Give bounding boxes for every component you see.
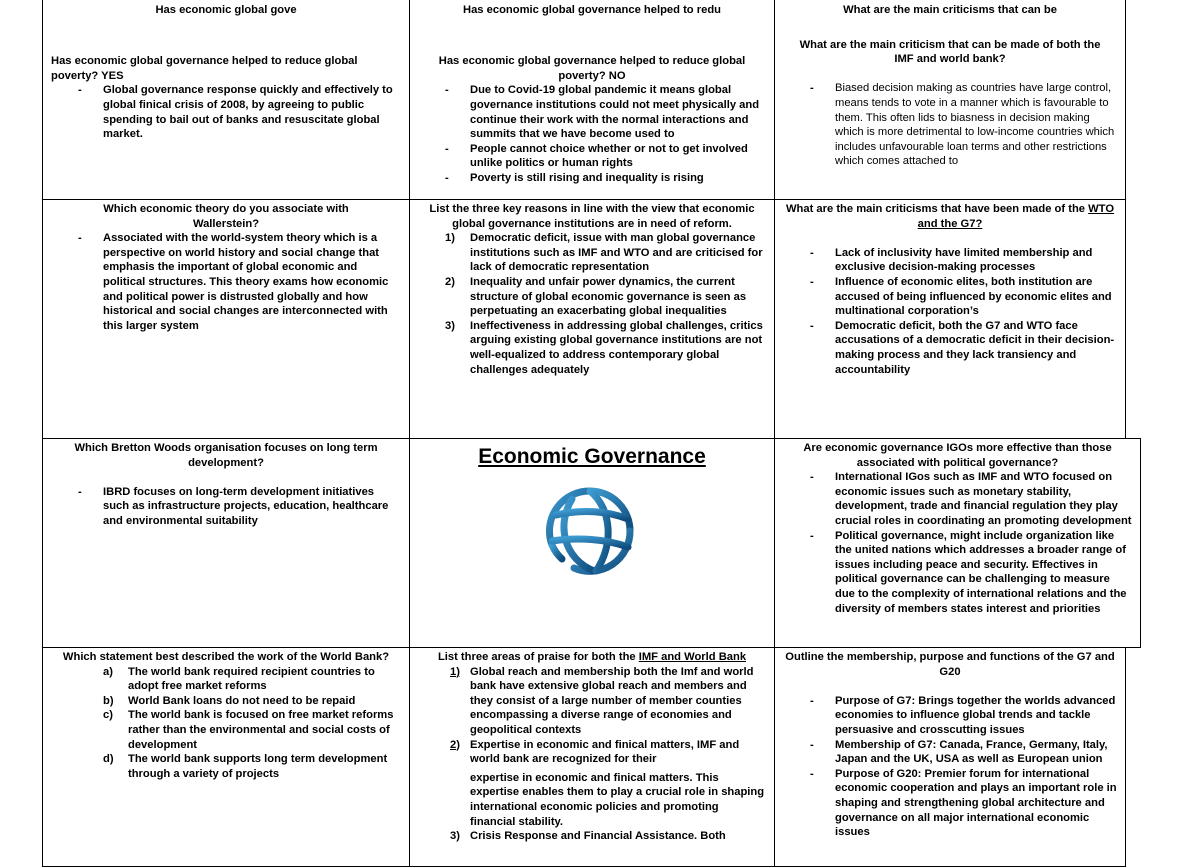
answer-list [783, 470, 1132, 616]
cell-wto-g7-criticism [774, 199, 1126, 439]
question-heading: List the three key reasons in line with the view that economic global governance institutions are in need of reform. [429, 203, 755, 230]
list-item: - IBRD focuses on long-term development initiatives such as infrastructure projects, education, healthcare and environmental suitability [78, 485, 389, 527]
list-item: - Purpose of G7: Brings together the worlds advanced economies to influence global trends and tackle persuasive and crosscutting issues [810, 694, 1116, 736]
list-item: - Democratic deficit, both the G7 and WTO face accusations of a democratic deficit in their decision-making process and they lack transiency and accountability [810, 319, 1115, 376]
cell-wallerstein [42, 199, 410, 439]
list-item: - Due to Covid-19 global pandemic it means global governance institutions could not meet physically and continue their work with the normal interactions and summits that we have become used to [445, 84, 760, 141]
list-item: 3) Crisis Response and Financial Assistance. Both [450, 830, 726, 843]
list-item: 2) Inequality and unfair power dynamics, the current structure of global economic governance is seen as perpetuating an exacerbating global inequalities [445, 275, 747, 318]
cell-bretton-woods [42, 438, 410, 648]
list-item: - People cannot choice whether or not to get involved unlike politics or human rights [445, 142, 748, 170]
list-item: 3) Ineffectiveness in addressing global challenges, critics arguing existing global governance institutions are not well-equalized to address contemporary global challenges adequately [445, 319, 763, 376]
cell-igo-effectiveness [774, 438, 1141, 648]
list-item: - Poverty is still rising and inequality is rising [445, 171, 704, 184]
list-item: - Purpose of G20: Premier forum for international economic cooperation and plays an important role in shaping and strengthening global architecture and governance on all major international economic issues [810, 767, 1117, 839]
answer-list [51, 485, 401, 529]
list-item: - Membership of G7: Canada, France, Germany, Italy, Japan and the UK, USA as well as European union [810, 738, 1108, 766]
question-heading: What are the main criticisms that have been made of the WTO and the G7? [785, 203, 1115, 230]
list-item: - International IGos such as IMF and WTO focused on economic issues such as monetary stability, development, trade and financial regulation they play crucial roles in coordinating an promoting development [810, 471, 1132, 527]
list-item: a) The world bank required recipient countries to adopt free market reforms [103, 665, 375, 693]
lettered-list [51, 665, 401, 782]
question-heading: Has economic global governance helped to reduce global poverty? YES [51, 55, 358, 82]
answer-list [783, 246, 1117, 377]
list-item: - Influence of economic elites, both institution are accused of being influenced by economic elites and multinational corporation’s [810, 275, 1112, 318]
question-heading: Which economic theory do you associate with Wallerstein? [103, 203, 349, 230]
list-item: - Biased decision making as countries have large control, means tends to vote in a manner which is favourable to them. This often lids to biasness in decision making which is more detrimental to low-income countries which includes unfavourable loan terms and other restrictions which comes attached to [810, 82, 1115, 168]
list-item: - Lack of inclusivity have limited membership and exclusive decision-making processes [810, 246, 1093, 274]
cell-title [409, 438, 775, 648]
list-item: - Political governance, might include organization like the united nations which addresses a broader range of issues including peace and security. Effectives in political governance can be challenging to measure due to the complexity of international relations and the diversity of members states interest and priorities [810, 529, 1127, 615]
question-heading: Outline the membership, purpose and functions of the G7 and G20 [785, 651, 1115, 678]
list-item: expertise in economic and finical matters. This expertise enables them to play a crucial role in shaping international economic policies and promoting financial stability. [470, 771, 765, 828]
cell-reform-reasons [409, 199, 775, 439]
answer-list [51, 83, 401, 141]
answer-list [51, 231, 401, 333]
question-heading: Has economic global governance helped to reduce global poverty? NO [438, 55, 746, 82]
numbered-list [418, 665, 766, 844]
list-item: 1) Democratic deficit, issue with man global governance institutions such as IMF and WTO and are criticised for lack of democratic representation [445, 232, 763, 274]
cell-g7-g20 [774, 647, 1126, 867]
list-item: b) World Bank loans do not need to be repaid [103, 694, 356, 707]
cell-imf-wb-criticism [774, 0, 1126, 200]
question-heading: Which Bretton Woods organisation focuses on long term development? [74, 442, 378, 469]
page-title: Economic Governance [478, 445, 706, 468]
question-heading: What are the main criticism that can be made of both the IMF and world bank? [799, 38, 1101, 66]
answer-list [783, 81, 1117, 169]
list-item: 1) Global reach and membership both the Imf and world bank have extensive global reach and members and they consist of a large number of member counties encompassing a diverse range of economies and geopolitical contexts [450, 665, 754, 736]
list-item: d) The world bank supports long term development through a variety of projects [103, 753, 388, 780]
question-heading: Which statement best described the work of the World Bank? [62, 651, 390, 663]
cell-world-bank-statement [42, 647, 410, 867]
cell-header: Has economic global governance helped to redu [463, 4, 721, 16]
answer-list [418, 83, 766, 185]
globe-icon [534, 475, 646, 587]
list-item: c) The world bank is focused on free market reforms rather than the environmental and social costs of development [103, 709, 394, 751]
question-heading: List three areas of praise for both the IMF and World Bank [437, 651, 747, 663]
cell-header: What are the main criticisms that can be [843, 4, 1057, 16]
cell-poverty-no [409, 0, 775, 200]
question-heading: Are economic governance IGOs more effective than those associated with political governance? [803, 442, 1112, 469]
list-item: - Associated with the world-system theory which is a perspective on world history and social change that emphasis the important of global economic and political structures. This theory exams how economic and political power is distrusted globally and how historical and social changes are interconnected with this larger system [78, 232, 389, 332]
list-item: 2) Expertise in economic and finical matters, IMF and world bank are recognized for their [450, 738, 740, 766]
cell-header: Has economic global gove [155, 4, 297, 16]
numbered-list [418, 231, 766, 377]
cell-praise-areas [409, 647, 775, 867]
cell-poverty-yes [42, 0, 410, 200]
list-item: - Global governance response quickly and effectively to global finical crisis of 2008, by agreeing to public spending to bail out of banks and resuscitate global market. [78, 84, 393, 141]
answer-list [783, 694, 1117, 840]
